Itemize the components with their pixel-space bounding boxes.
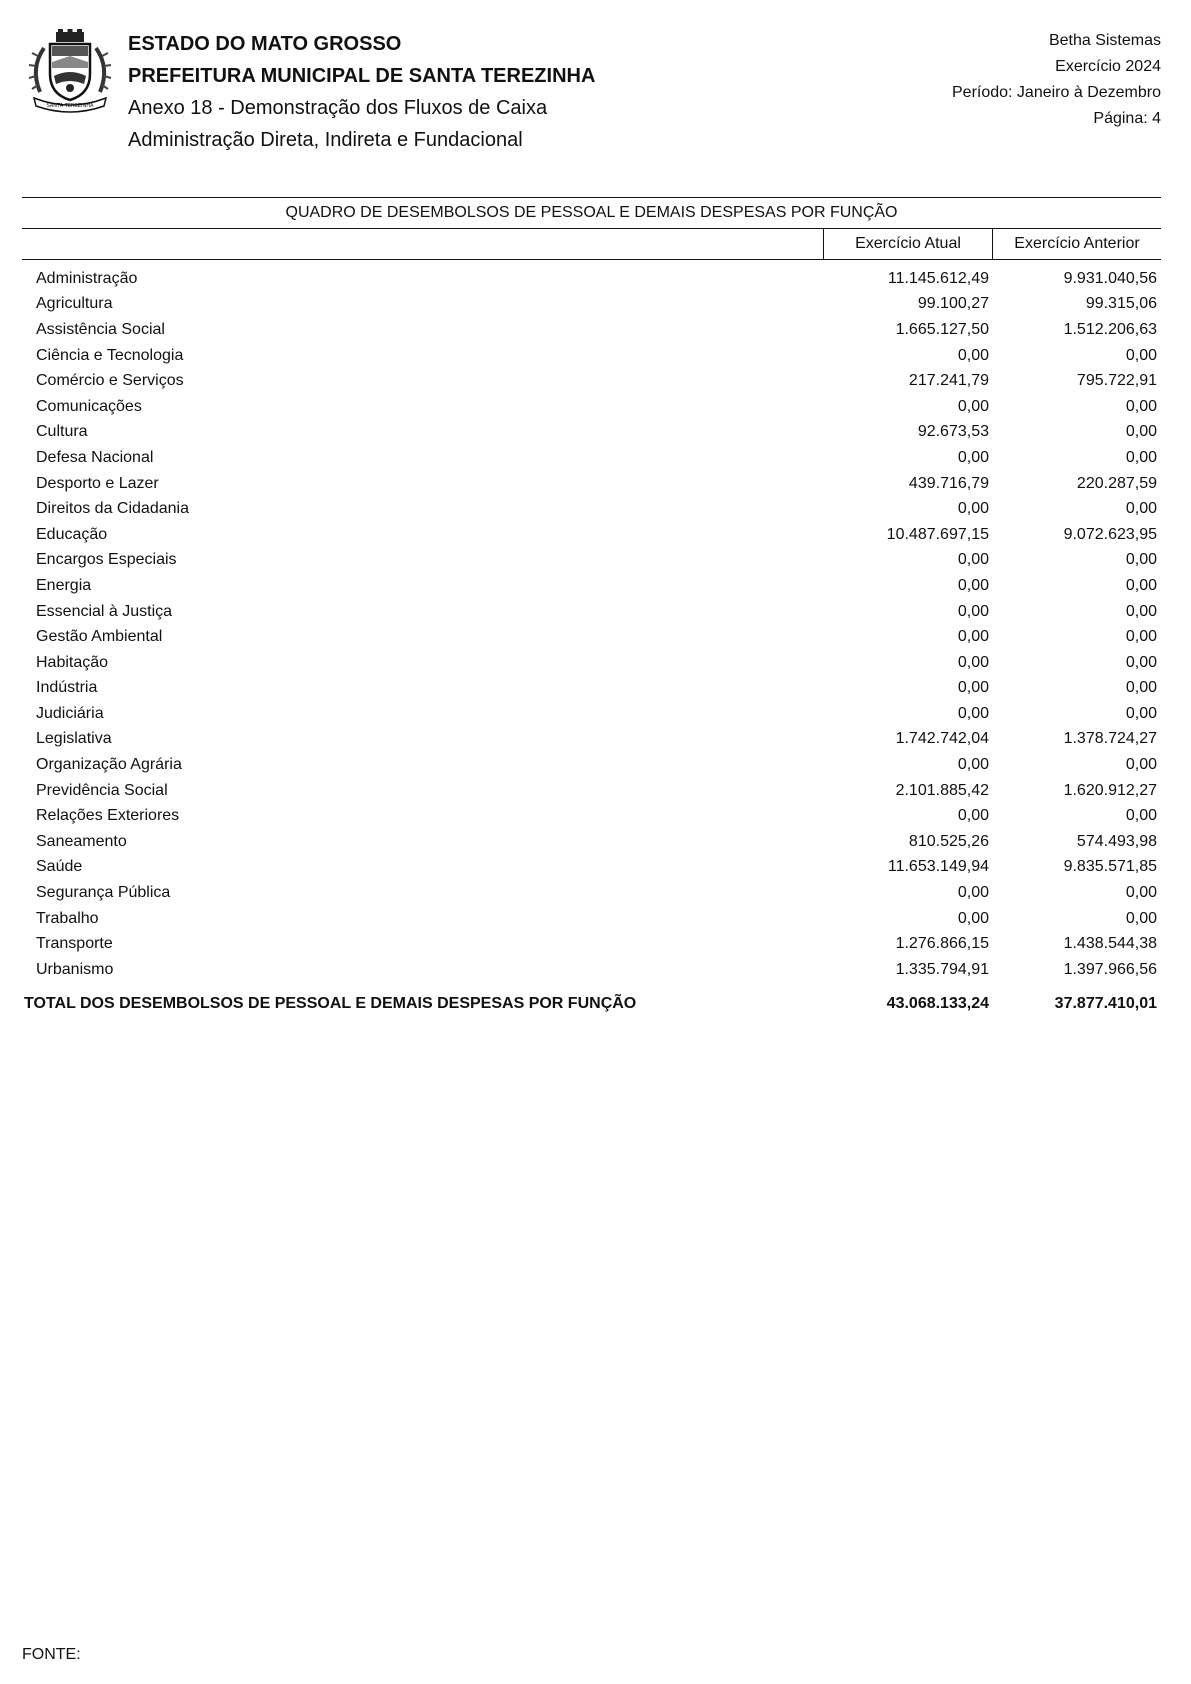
exercise-year: Exercício 2024 xyxy=(1055,58,1161,75)
svg-text:SANTA TEREZINHA: SANTA TEREZINHA xyxy=(46,103,94,109)
row-previous-value: 0,00 xyxy=(1125,756,1157,774)
row-label: Urbanismo xyxy=(36,960,114,978)
administration-scope: Administração Direta, Indireta e Fundacional xyxy=(128,129,523,151)
table-row xyxy=(22,906,1161,932)
table-row xyxy=(22,343,1161,369)
row-previous-value: 0,00 xyxy=(1125,679,1157,697)
row-label: Ciência e Tecnologia xyxy=(36,346,184,364)
row-previous-value: 0,00 xyxy=(1125,909,1157,927)
row-label: Essencial à Justiça xyxy=(36,602,173,620)
table-row xyxy=(22,266,1161,292)
row-current-value: 0,00 xyxy=(957,346,989,364)
table-row xyxy=(22,292,1161,318)
table-row xyxy=(22,676,1161,702)
row-current-value: 11.145.612,49 xyxy=(887,269,989,287)
page-number: Página: 4 xyxy=(1093,110,1161,127)
row-previous-value: 9.835.571,85 xyxy=(1063,858,1157,876)
table-body xyxy=(22,260,1161,983)
report-meta xyxy=(952,28,1161,132)
row-previous-value: 1.512.206,63 xyxy=(1063,320,1157,338)
row-previous-value: 574.493,98 xyxy=(1076,832,1157,850)
table-row xyxy=(22,701,1161,727)
row-label: Comércio e Serviços xyxy=(36,372,184,390)
row-previous-value: 0,00 xyxy=(1125,500,1157,518)
row-label: Legislativa xyxy=(36,730,112,748)
row-label: Agricultura xyxy=(36,295,113,313)
row-label: Educação xyxy=(36,525,108,543)
row-previous-value: 0,00 xyxy=(1125,551,1157,569)
row-previous-value: 9.931.040,56 xyxy=(1063,269,1157,287)
row-label: Desporto e Lazer xyxy=(36,474,159,492)
row-previous-value: 220.287,59 xyxy=(1076,474,1157,492)
row-previous-value: 9.072.623,95 xyxy=(1063,525,1157,543)
table-row xyxy=(22,573,1161,599)
table-row xyxy=(22,752,1161,778)
row-label: Habitação xyxy=(36,653,109,671)
row-label: Segurança Pública xyxy=(36,884,171,902)
source-note: FONTE: xyxy=(22,1646,81,1663)
total-row xyxy=(22,991,1161,1017)
table-header-row xyxy=(22,229,1161,260)
row-current-value: 0,00 xyxy=(957,551,989,569)
row-current-value: 1.335.794,91 xyxy=(895,960,989,978)
row-current-value: 1.665.127,50 xyxy=(895,320,989,338)
total-label: TOTAL DOS DESEMBOLSOS DE PESSOAL E DEMAIS DESPESAS POR FUNÇÃO xyxy=(24,994,637,1012)
table-row xyxy=(22,957,1161,983)
row-current-value: 0,00 xyxy=(957,704,989,722)
row-previous-value: 1.438.544,38 xyxy=(1063,935,1157,953)
row-label: Judiciária xyxy=(36,704,104,722)
row-current-value: 92.673,53 xyxy=(917,423,989,441)
row-label: Assistência Social xyxy=(36,320,165,338)
current-year-header: Exercício Atual xyxy=(823,229,992,259)
row-previous-value: 0,00 xyxy=(1125,807,1157,825)
table-row xyxy=(22,829,1161,855)
row-previous-value: 0,00 xyxy=(1125,346,1157,364)
label-column-header xyxy=(22,229,823,259)
row-label: Organização Agrária xyxy=(36,756,182,774)
table-row xyxy=(22,778,1161,804)
row-current-value: 0,00 xyxy=(957,448,989,466)
table-row xyxy=(22,727,1161,753)
row-current-value: 10.487.697,15 xyxy=(886,525,989,543)
row-label: Encargos Especiais xyxy=(36,551,177,569)
table-row xyxy=(22,522,1161,548)
annex-title: Anexo 18 - Demonstração dos Fluxos de Caixa xyxy=(128,97,548,119)
municipality-name: PREFEITURA MUNICIPAL DE SANTA TEREZINHA xyxy=(128,65,596,87)
row-current-value: 0,00 xyxy=(957,653,989,671)
row-label: Saneamento xyxy=(36,832,127,850)
row-previous-value: 0,00 xyxy=(1125,884,1157,902)
row-current-value: 0,00 xyxy=(957,909,989,927)
total-current: 43.068.133,24 xyxy=(886,994,989,1012)
table-row xyxy=(22,394,1161,420)
row-current-value: 0,00 xyxy=(957,628,989,646)
disbursements-table xyxy=(22,197,1161,1017)
row-previous-value: 0,00 xyxy=(1125,602,1157,620)
row-current-value: 439.716,79 xyxy=(908,474,989,492)
row-previous-value: 0,00 xyxy=(1125,653,1157,671)
table-title: QUADRO DE DESEMBOLSOS DE PESSOAL E DEMAIS DESPESAS POR FUNÇÃO xyxy=(22,198,1161,229)
table-row xyxy=(22,445,1161,471)
row-label: Gestão Ambiental xyxy=(36,628,163,646)
table-row xyxy=(22,548,1161,574)
table-row xyxy=(22,317,1161,343)
row-previous-value: 1.378.724,27 xyxy=(1063,730,1157,748)
table-row xyxy=(22,855,1161,881)
system-name: Betha Sistemas xyxy=(1048,32,1161,49)
period: Período: Janeiro à Dezembro xyxy=(952,84,1161,101)
row-label: Relações Exteriores xyxy=(36,807,180,825)
row-label: Indústria xyxy=(36,679,98,697)
row-current-value: 0,00 xyxy=(957,576,989,594)
row-previous-value: 795.722,91 xyxy=(1076,372,1157,390)
row-previous-value: 99.315,06 xyxy=(1085,295,1157,313)
row-current-value: 0,00 xyxy=(957,756,989,774)
row-current-value: 99.100,27 xyxy=(917,295,989,313)
municipal-crest-icon xyxy=(24,28,116,118)
row-label: Energia xyxy=(36,576,92,594)
row-label: Saúde xyxy=(36,858,83,876)
table-row xyxy=(22,624,1161,650)
row-label: Direitos da Cidadania xyxy=(36,500,189,518)
row-current-value: 1.742.742,04 xyxy=(895,730,989,748)
row-previous-value: 0,00 xyxy=(1125,423,1157,441)
row-current-value: 0,00 xyxy=(957,602,989,620)
row-current-value: 217.241,79 xyxy=(908,372,989,390)
row-current-value: 0,00 xyxy=(957,679,989,697)
row-current-value: 810.525,26 xyxy=(908,832,989,850)
table-row xyxy=(22,471,1161,497)
row-previous-value: 0,00 xyxy=(1125,397,1157,415)
row-label: Previdência Social xyxy=(36,781,168,799)
row-previous-value: 0,00 xyxy=(1125,628,1157,646)
row-label: Defesa Nacional xyxy=(36,448,154,466)
row-previous-value: 0,00 xyxy=(1125,448,1157,466)
total-previous: 37.877.410,01 xyxy=(1054,994,1157,1012)
row-previous-value: 0,00 xyxy=(1125,576,1157,594)
row-current-value: 0,00 xyxy=(957,397,989,415)
row-label: Comunicações xyxy=(36,397,142,415)
row-current-value: 0,00 xyxy=(957,884,989,902)
row-previous-value: 0,00 xyxy=(1125,704,1157,722)
row-current-value: 11.653.149,94 xyxy=(887,858,989,876)
table-row xyxy=(22,880,1161,906)
table-row xyxy=(22,368,1161,394)
state-name: ESTADO DO MATO GROSSO xyxy=(128,33,402,55)
table-row xyxy=(22,931,1161,957)
row-current-value: 1.276.866,15 xyxy=(895,935,989,953)
table-row xyxy=(22,420,1161,446)
row-current-value: 2.101.885,42 xyxy=(895,781,989,799)
report-header xyxy=(0,0,1191,190)
table-row xyxy=(22,650,1161,676)
table-row xyxy=(22,803,1161,829)
table-row xyxy=(22,496,1161,522)
row-label: Trabalho xyxy=(36,909,99,927)
table-row xyxy=(22,599,1161,625)
row-previous-value: 1.397.966,56 xyxy=(1063,960,1157,978)
previous-year-header: Exercício Anterior xyxy=(992,229,1161,259)
row-current-value: 0,00 xyxy=(957,807,989,825)
row-label: Transporte xyxy=(36,935,113,953)
row-label: Administração xyxy=(36,269,138,287)
row-label: Cultura xyxy=(36,423,88,441)
row-current-value: 0,00 xyxy=(957,500,989,518)
row-previous-value: 1.620.912,27 xyxy=(1063,781,1157,799)
